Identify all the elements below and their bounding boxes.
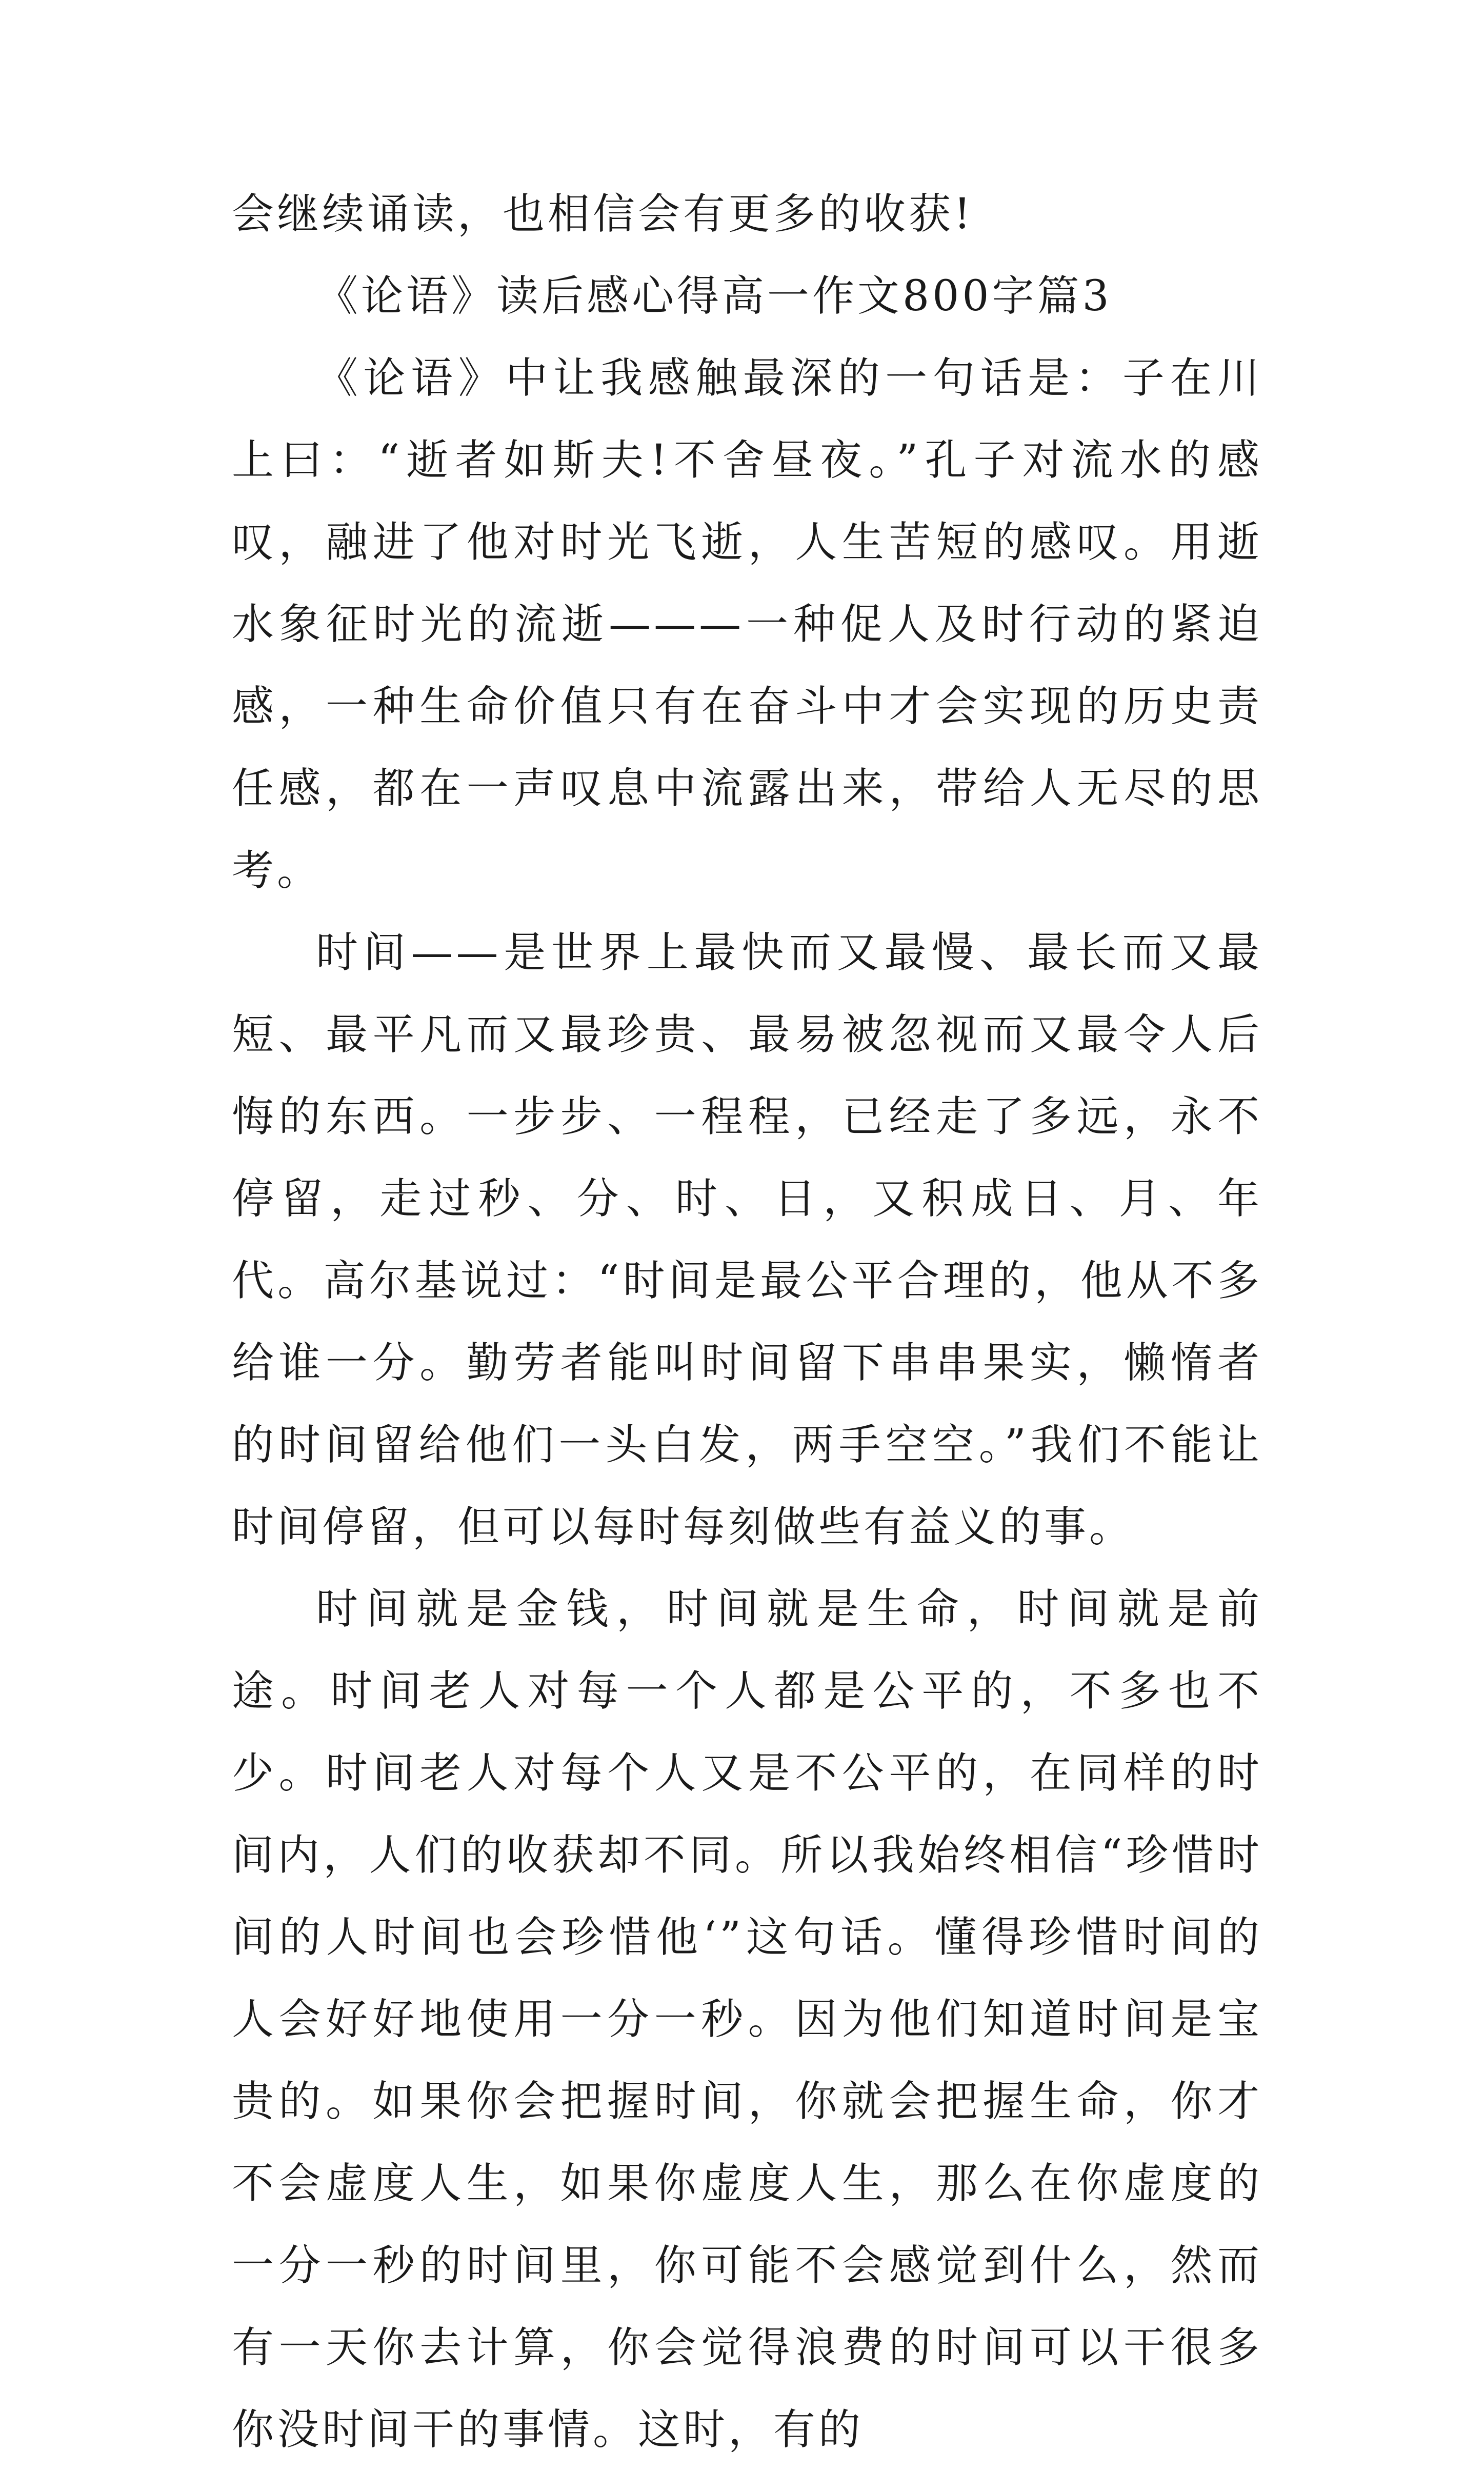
section-heading: 《论语》读后感心得高一作文800字篇3 xyxy=(316,272,1112,321)
paragraph-continuation: 会继续诵读，也相信会有更多的收获! xyxy=(232,190,974,238)
paragraph-time-value: 时间——是世界上最快而又最慢、最长而又最短、最平凡而又最珍贵、最易被忽视而又最令人后悔的东西。一步步、一程程，已经走了多远，永不停留，走过秒、分、时、日，又积成日、月、年代。高尔基说过：“时间是最公平合理的，他从不多给谁一分。勤劳者能叫时间留下串串果实，懒惰者的时间留给他们一头白发，两手空空。”我们不能让时间停留，但可以每时每刻做些有益义的事。 xyxy=(232,928,1262,1551)
paragraph-time-life: 时间就是金钱，时间就是生命，时间就是前途。时间老人对每一个人都是公平的，不多也不少。时间老人对每个人又是不公平的，在同样的时间内，人们的收获却不同。所以我始终相信“珍惜时间的人时间也会珍惜他‘”这句话。懂得珍惜时间的人会好好地使用一分一秒。因为他们知道时间是宝贵的。如果你会把握时间，你就会把握生命，你才不会虚度人生，如果你虚度人生，那么在你虚度的一分一秒的时间里，你可能不会感觉到什么，然而有一天你去计算，你会觉得浪费的时间可以干很多你没时间干的事情。这时，有的 xyxy=(232,1585,1262,2454)
body-text xyxy=(232,173,1262,2471)
paragraph-quote: 《论语》中让我感触最深的一句话是：子在川上曰：“逝者如斯夫!不舍昼夜。”孔子对流水的感叹，融进了他对时光飞逝，人生苦短的感叹。用逝水象征时光的流逝———一种促人及时行动的紧迫感，一种生命价值只有在奋斗中才会实现的历史责任感，都在一声叹息中流露出来，带给人无尽的思考。 xyxy=(232,354,1262,895)
